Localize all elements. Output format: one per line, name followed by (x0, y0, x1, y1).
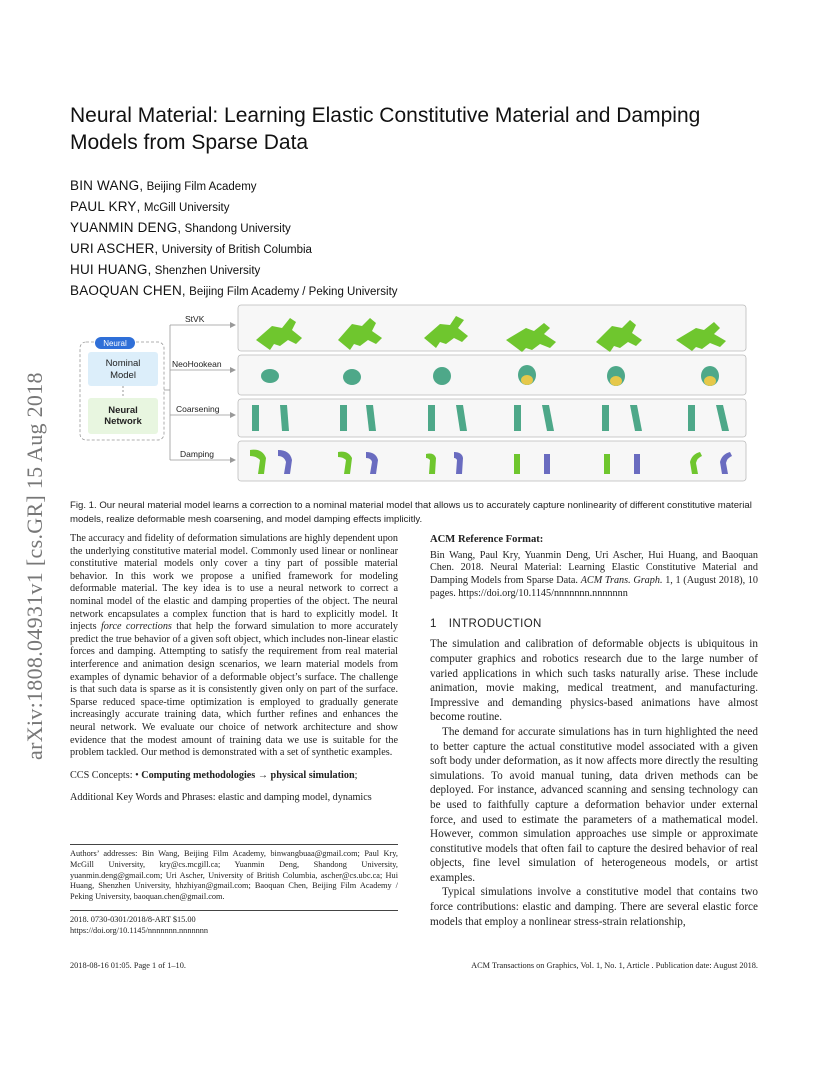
authors-addresses: Authors’ addresses: Bin Wang, Beijing Film Academy, binwangbuaa@gmail.com; Paul Kry, McGill University, kry@cs.mcgill.ca; Yuanmin Deng, Shandong University, yuanmin.deng@gmail.com; Uri Ascher, University of British Columbia, ascher@cs.ubc.ca; Hui Huang, Shenzhen University, hhzhiyan@gmail.com; Baoquan Chen, Beijing Film Academy / Peking University, baoquan.chen@gmail.com. (70, 844, 398, 903)
ccs-label: CCS Concepts: • (70, 769, 142, 781)
nominal-model-label-2: Model (110, 370, 136, 381)
row-panel-stvk (238, 305, 746, 351)
row-label-coarsening: Coarsening (176, 404, 220, 414)
intro-paragraph: The simulation and calibration of deformable objects is ubiquitous in computer graphics and robotics research due to the large number of varied applications in which such tasks naturally arise. These include animation, movie making, medical treatment, and manufacturing. Impressive and demanding physics-based animations have almost become routine. (430, 638, 758, 724)
arrow-icon (230, 322, 236, 328)
green-bar (514, 454, 520, 474)
purple-bar (544, 454, 550, 474)
author: HUI HUANG, Shenzhen University (70, 262, 261, 277)
author-affiliation: Shenzhen University (154, 265, 261, 277)
arxiv-id: arXiv:1808.04931v1 [cs.GR] 15 Aug 2018 (22, 372, 47, 760)
figure-1-diagram (70, 300, 760, 495)
bar-shape (688, 405, 695, 431)
bar-shape (252, 405, 259, 431)
author: YUANMIN DENG, Shandong University (70, 220, 291, 235)
publication-line: 2018. 0730-0301/2018/8-ART $15.00 (70, 915, 196, 924)
right-column (430, 533, 758, 929)
author-affiliation: Shandong University (184, 223, 291, 235)
green-bar (604, 454, 610, 474)
abstract-paragraph (70, 533, 398, 760)
section-number: 1 (430, 617, 437, 630)
turtle-shape (433, 367, 451, 385)
intro-paragraph: Typical simulations involve a constitutive model that contains two force contributions: elastic and damping. There are several elastic force models that employ a nonlinear stress-strain relationship, (430, 886, 758, 928)
turtle-belly (521, 375, 533, 385)
section-heading-introduction (430, 617, 758, 632)
neural-badge-label: Neural (103, 339, 127, 348)
paper-title: Neural Material: Learning Elastic Constitutive Material and Damping Models from Sparse Data (70, 104, 701, 154)
author-affiliation: Beijing Film Academy (146, 181, 257, 193)
bar-shape (340, 405, 347, 431)
acm-reference-text (430, 550, 758, 601)
turtle-shape (261, 369, 279, 383)
doi-link[interactable]: https://doi.org/10.1145/nnnnnnn.nnnnnnn (70, 925, 209, 935)
journal-name: ACM Trans. Graph. (580, 575, 663, 587)
arxiv-stamp (2, 282, 62, 762)
author: BIN WANG, Beijing Film Academy (70, 178, 257, 193)
abstract-emphasis: force corrections (100, 621, 172, 633)
turtle-belly (610, 376, 622, 386)
author-affiliation: University of British Columbia (161, 244, 312, 256)
author-name: URI ASCHER (70, 241, 155, 256)
neural-network-label-1: Neural (108, 405, 138, 416)
ccs-concepts (70, 770, 398, 783)
arrow-icon (230, 367, 236, 373)
bar-shape (602, 405, 609, 431)
author-name: BAOQUAN CHEN (70, 283, 182, 298)
abstract-text: that help the forward simulation to more accurately predict the true behavior of a given soft object, which includes non-linear elastic forces and damping. Attempting to satisfy the requirement from real material interference and animation design scenarios, we learn material models from examples of dynamic behavior of a deformable object’s surface. The challenge is that such data is sparse as it is consistently given only on part of the surface. Sparse reduced space-time optimization is employed to gradually generate increasingly accurate training data, which further refines and enhances the neural network. We evaluate our choice of network architecture and show evidence that the modest amount of training data we use is suitable for the problem tackled. Our method is demonstrated with a set of synthetic examples. (70, 621, 398, 759)
author-affiliation: Beijing Film Academy / Peking University (189, 286, 398, 298)
author: PAUL KRY, McGill University (70, 199, 230, 214)
neural-network-label-2: Network (104, 416, 142, 427)
row-label-stvk: StVK (185, 314, 205, 324)
intro-paragraph: The demand for accurate simulations has in turn highlighted the need to better capture the actual constitutive model associated with a given soft body under deformation, as it now affects more directly the resulting simulations. To avoid manual tuning, data driven methods can be deployed. For instance, advanced scanning and sensing technology can be used to faithfully capture a deformation behavior under external force, and used to estimate the parameters of a mathematical model. However, common simulation approaches use simple or approximate constitutive models that often fail to capture the desired behavior of real objects, fine level simulation of heterogeneous models, or artist examples. (430, 725, 758, 884)
arrow-icon (230, 412, 236, 418)
row-label-neohookean: NeoHookean (172, 359, 222, 369)
section-title: INTRODUCTION (448, 617, 542, 630)
keywords: Additional Key Words and Phrases: elastic and damping model, dynamics (70, 792, 372, 804)
acm-reference-part: 1, 1 (August 2018), 10 pages. https://doi.org/10.1145/nnnnnnn.nnnnnnn (430, 575, 759, 599)
publication-info (70, 910, 398, 937)
turtle-shape (343, 369, 361, 385)
row-label-damping: Damping (180, 449, 215, 459)
bar-shape (514, 405, 521, 431)
purple-bar (634, 454, 640, 474)
author-list (70, 176, 770, 302)
turtle-belly (704, 376, 716, 386)
nominal-model-label-1: Nominal (105, 358, 141, 369)
abstract-text: The accuracy and fidelity of deformation simulations are highly dependent upon the underlying constitutive material model. Commonly used linear or nonlinear constitutive material models only cover a tiny part of possible material behavior. In this work we propose a unified framework for modeling deformable material. The key idea is to use a neural network to correct a nominal model of the elastic and damping properties of the object. The neural network encapsulates a complex function that is hard to explicitly model. It injects (70, 533, 398, 633)
ccs-end: ; (354, 769, 358, 781)
author: URI ASCHER, University of British Columbia (70, 241, 312, 256)
author-name: PAUL KRY (70, 199, 137, 214)
author-affiliation: McGill University (143, 202, 230, 214)
abstract-column (70, 533, 398, 805)
figure-caption: Fig. 1. Our neural material model learns a correction to a nominal material model that allows us to accurately capture nonlinearity of different constitutive material models, realize deformable mesh coarsening, and model damping effects implicitly. (70, 500, 752, 525)
author-name: HUI HUANG (70, 262, 148, 277)
author-name: YUANMIN DENG (70, 220, 178, 235)
ccs-concept: Computing methodologies → physical simulation (141, 769, 355, 781)
bar-shape (428, 405, 435, 431)
acm-reference-part: Bin Wang, Paul Kry, Yuanmin Deng, Uri Ascher, Hui Huang, and Baoquan Chen. 2018. Neural Material: Learning Elastic Constitutive Material and Damping Models from Sparse Data. (430, 549, 758, 587)
page-footer-right: ACM Transactions on Graphics, Vol. 1, No. 1, Article . Publication date: August 2018. (471, 961, 758, 970)
row-panel-damping (238, 441, 746, 481)
figure-1 (70, 300, 760, 495)
author: BAOQUAN CHEN, Beijing Film Academy / Peking University (70, 283, 398, 298)
page-footer-left: 2018-08-16 01:05. Page 1 of 1–10. (70, 961, 186, 970)
author-name: BIN WANG (70, 178, 140, 193)
acm-reference-heading: ACM Reference Format: (430, 534, 544, 545)
row-panel-neohookean (238, 355, 746, 395)
arrow-icon (230, 457, 236, 463)
row-panel-coarsening (238, 399, 746, 437)
